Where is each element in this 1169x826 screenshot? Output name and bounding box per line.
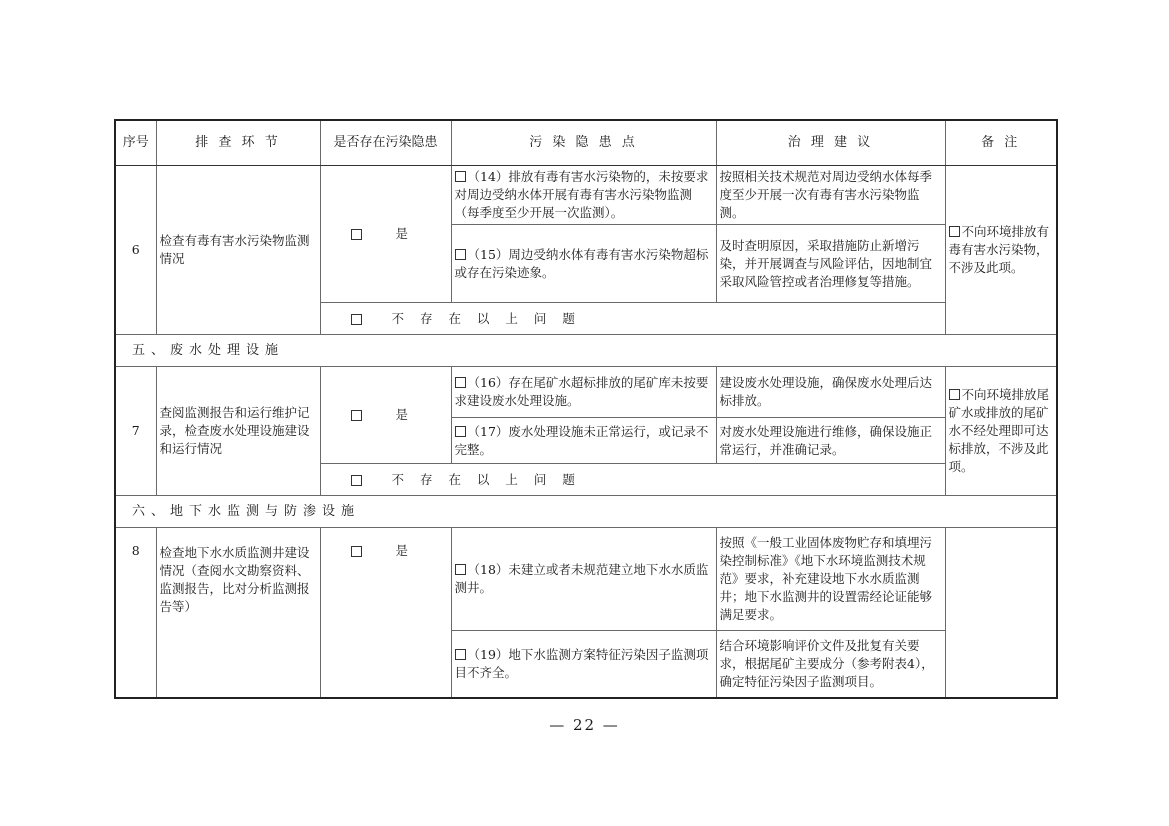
- none-checkbox[interactable]: [351, 314, 362, 325]
- hazard-16[interactable]: （16）存在尾矿水超标排放的尾矿库未按要求建设废水处理设施。: [451, 367, 716, 418]
- yes-checkbox[interactable]: [351, 229, 362, 240]
- section-header-six: [115, 496, 1057, 528]
- none-option[interactable]: [320, 464, 945, 496]
- step-cell: 查阅监测报告和运行维护记录，检查废水处理设施建设和运行情况: [156, 367, 320, 496]
- yes-checkbox[interactable]: [351, 546, 362, 557]
- section-header-five: [115, 335, 1057, 367]
- yes-checkbox[interactable]: [351, 410, 362, 421]
- page-number: — 22 —: [549, 716, 620, 734]
- hazard-checkbox[interactable]: [455, 426, 466, 437]
- suggestion-17: 对废水处理设施进行维修，确保设施正常运行，并准确记录。: [716, 418, 945, 464]
- inspection-table: [114, 119, 1058, 699]
- yes-label: 是: [395, 226, 409, 241]
- yes-option[interactable]: [320, 528, 451, 699]
- none-label: 不 存 在 以 上 问 题: [391, 471, 581, 487]
- hazard-checkbox[interactable]: [455, 649, 466, 660]
- hazard-checkbox[interactable]: [455, 564, 466, 575]
- table-header-row: [115, 120, 1057, 166]
- hazard-18[interactable]: （18）未建立或者未规范建立地下水水质监测井。: [451, 528, 716, 631]
- hazard-17[interactable]: （17）废水处理设施未正常运行，或记录不完整。: [451, 418, 716, 464]
- yes-label: 是: [395, 543, 409, 558]
- step-cell: 检查地下水水质监测井建设情况（查阅水文勘察资料、监测报告，比对分析监测报告等）: [156, 528, 320, 699]
- suggestion-18: 按照《一般工业固体废物贮存和填埋污染控制标准》《地下水环境监测技术规范》要求，补充建设地下水水质监测井；地下水监测井的设置需经论证能够满足要求。: [716, 528, 945, 631]
- header-exists: 是否存在污染隐患: [320, 120, 451, 166]
- suggestion-15: 及时查明原因，采取措施防止新增污染，并开展调查与风险评估，因地制宜采取风险管控或者治理修复等措施。: [716, 225, 945, 303]
- none-option[interactable]: [320, 303, 945, 335]
- section-title: 六、地下水监测与防渗设施: [115, 496, 1057, 528]
- suggestion-14: 按照相关技术规范对周边受纳水体每季度至少开展一次有毒有害水污染物监测。: [716, 166, 945, 225]
- hazard-checkbox[interactable]: [455, 171, 466, 182]
- suggestion-19: 结合环境影响评价文件及批复有关要求，根据尾矿主要成分（参考附表4），确定特征污染因子监测项目。: [716, 631, 945, 699]
- seq-cell: 6: [115, 166, 156, 335]
- yes-label: 是: [395, 407, 409, 422]
- hazard-15[interactable]: （15）周边受纳水体有毒有害水污染物超标或存在污染迹象。: [451, 225, 716, 303]
- step-cell: 检查有毒有害水污染物监测情况: [156, 166, 320, 335]
- hazard-19[interactable]: （19）地下水监测方案特征污染因子监测项目不齐全。: [451, 631, 716, 699]
- hazard-checkbox[interactable]: [455, 377, 466, 388]
- remark-cell[interactable]: 不向环境排放尾矿水或排放的尾矿水不经处理即可达标排放，不涉及此项。: [945, 367, 1057, 496]
- suggestion-16: 建设废水处理设施，确保废水处理后达标排放。: [716, 367, 945, 418]
- header-step: 排 查 环 节: [156, 120, 320, 166]
- yes-option[interactable]: [320, 367, 451, 464]
- yes-option[interactable]: [320, 166, 451, 303]
- none-checkbox[interactable]: [351, 475, 362, 486]
- seq-cell: 8: [115, 528, 156, 699]
- header-hazard: 污 染 隐 患 点: [451, 120, 716, 166]
- header-suggestion: 治 理 建 议: [716, 120, 945, 166]
- remark-checkbox[interactable]: [949, 389, 960, 400]
- header-seq: 序号: [115, 120, 156, 166]
- header-remark: 备 注: [945, 120, 1057, 166]
- table-row-6a: [115, 166, 1057, 225]
- hazard-checkbox[interactable]: [455, 249, 466, 260]
- seq-cell: 7: [115, 367, 156, 496]
- remark-cell: [945, 528, 1057, 699]
- table-row-8a: [115, 528, 1057, 631]
- none-label: 不 存 在 以 上 问 题: [391, 310, 581, 326]
- remark-cell[interactable]: 不向环境排放有毒有害水污染物，不涉及此项。: [945, 166, 1057, 335]
- section-title: 五、废水处理设施: [115, 335, 1057, 367]
- hazard-14[interactable]: （14）排放有毒有害水污染物的，未按要求对周边受纳水体开展有毒有害水污染物监测（每季度至少开展一次监测）。: [451, 166, 716, 225]
- remark-checkbox[interactable]: [949, 226, 960, 237]
- table-row-7a: [115, 367, 1057, 418]
